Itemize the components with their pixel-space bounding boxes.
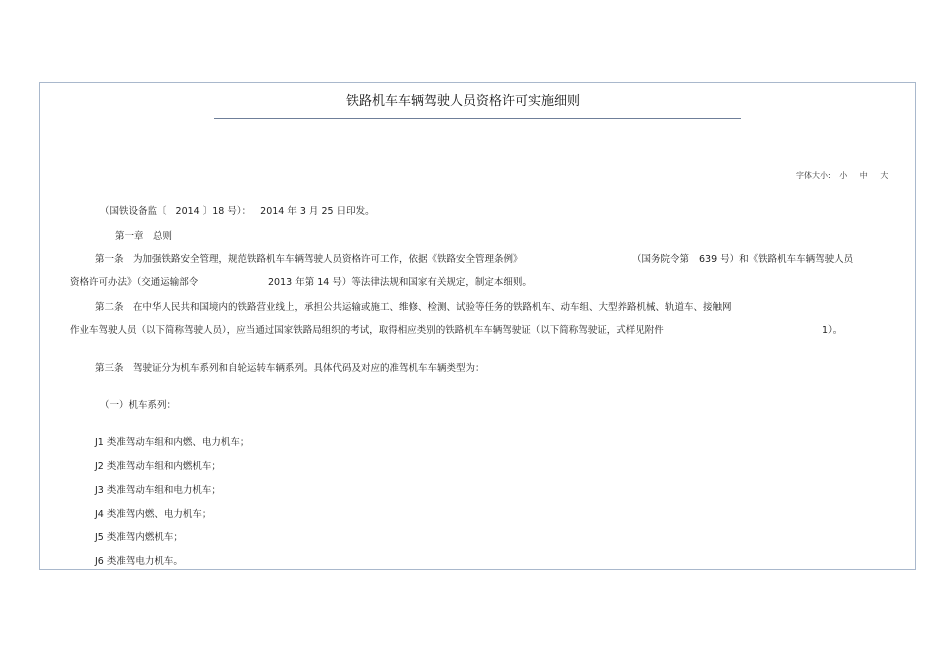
article-2-line-2a: 作业车驾驶人员（以下简称驾驶人员），应当通过国家铁路局组织的考试，取得相应类别的铁路机车车辆驾驶证（以下简称驾驶证，式样见附件: [70, 325, 664, 336]
article-1-line-1c: 639 号）和《铁路机车车辆驾驶人员: [699, 254, 854, 265]
list-item: J6 类准驾电力机车。: [95, 556, 183, 567]
article-3: 第三条 驾驶证分为机车系列和自轮运转车辆系列。具体代码及对应的准驾机车车辆类型为：: [95, 363, 485, 374]
section-locomotive-series: （一）机车系列：: [100, 400, 177, 411]
article-1-line-1b: （国务院令第: [632, 254, 690, 265]
issue-year: 2014: [175, 206, 200, 217]
article-2-line-1: 第二条 在中华人民共和国境内的铁路营业线上，承担公共运输或施工、维修、检测、试验等任务的铁路机车、动车组、大型养路机械、轨道车、接触网: [95, 302, 732, 313]
article-2-line-2b: 1）。: [822, 325, 843, 336]
page-title: 铁路机车车辆驾驶人员资格许可实施细则: [346, 94, 581, 109]
font-size-large-option[interactable]: 大: [880, 171, 889, 180]
list-item: J4 类准驾内燃、电力机车；: [95, 509, 212, 520]
article-1-line-1a: 第一条 为加强铁路安全管理，规范铁路机车车辆驾驶人员资格许可工作，依据《铁路安全管理条例》: [95, 254, 523, 265]
issue-number: 〕18 号）：: [202, 206, 252, 217]
font-size-label: 字体大小:: [796, 171, 831, 180]
list-item: J2 类准驾动车组和内燃机车；: [95, 461, 221, 472]
article-1-line-2a: 资格许可办法》（交通运输部令: [70, 277, 199, 288]
article-1-line-2b: 2013 年第 14 号）等法律法规和国家有关规定，制定本细则。: [268, 277, 532, 288]
font-size-control: [796, 172, 888, 180]
issue-date: 2014 年 3 月 25 日印发。: [260, 206, 375, 217]
list-item: J3 类准驾动车组和电力机车；: [95, 485, 221, 496]
chapter-heading: 第一章 总则: [115, 231, 173, 242]
issue-prefix: （国铁设备监〔: [100, 206, 167, 217]
issue-line: [100, 207, 375, 217]
title-divider: [214, 118, 741, 119]
font-size-small-option[interactable]: 小: [839, 171, 848, 180]
list-item: J1 类准驾动车组和内燃、电力机车；: [95, 437, 250, 448]
list-item: J5 类准驾内燃机车；: [95, 532, 183, 543]
font-size-medium-option[interactable]: 中: [859, 171, 868, 180]
